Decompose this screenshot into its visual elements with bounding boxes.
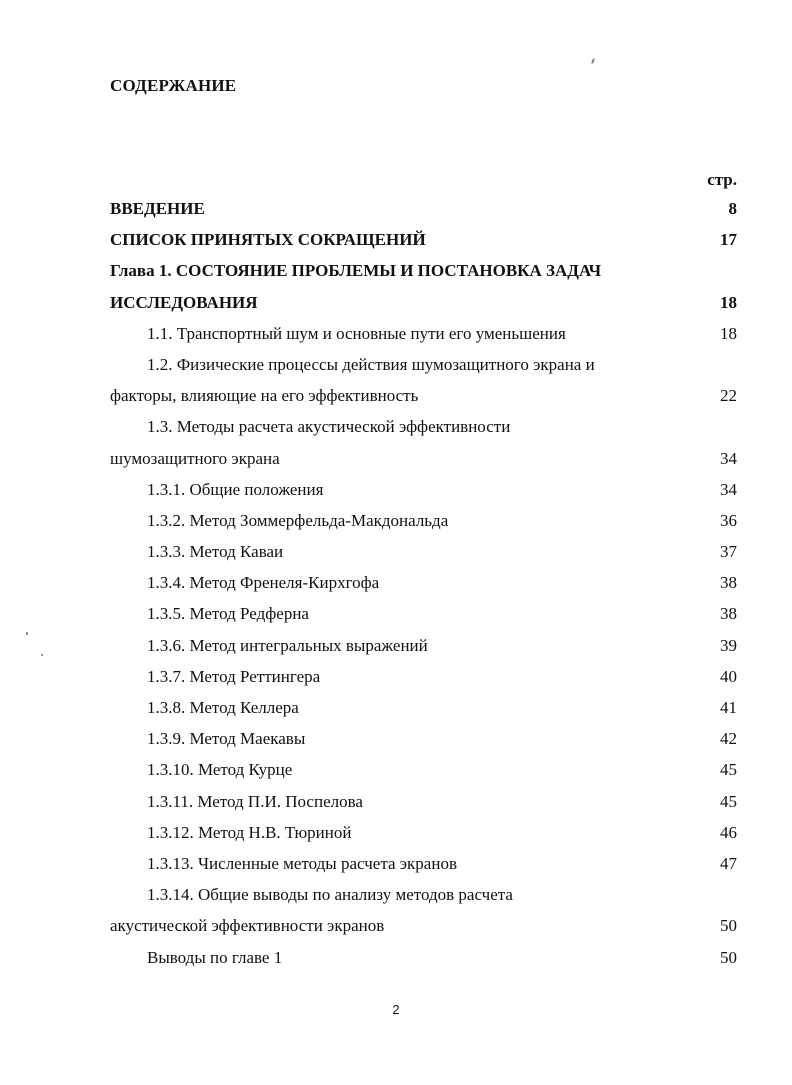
toc-entry-1-3-7[interactable] (110, 661, 737, 692)
toc-entry-abbreviations[interactable] (110, 224, 737, 255)
toc-entry-title: 1.3.8. Метод Келлера (147, 698, 299, 717)
page-number: 2 (392, 1002, 400, 1017)
toc-entry-title: Глава 1. СОСТОЯНИЕ ПРОБЛЕМЫ И ПОСТАНОВКА ЗАДАЧ (110, 261, 602, 281)
toc-entry-title: 1.3.1. Общие положения (147, 479, 324, 499)
toc-entry-page: 46 (720, 822, 737, 842)
toc-entry-page: 37 (720, 542, 737, 562)
toc-entry-title: 1.3.9. Метод Маекавы (147, 729, 306, 749)
toc-entry-page: 40 (720, 666, 737, 686)
toc-entry-title: 1.3.10. Метод Курце (147, 760, 293, 780)
scan-speck (26, 632, 28, 635)
toc-entry-title: 1.3.11. Метод П.И. Поспелова (147, 791, 363, 811)
toc-entry-1-3[interactable] (110, 411, 737, 442)
toc-entry-title: 1.2. Физические процессы действия шумозащитного экрана и (147, 354, 595, 374)
toc-entry-title: шумозащитного экрана (110, 448, 280, 468)
scan-speck (41, 654, 43, 656)
toc-entry-1-3-2[interactable] (110, 505, 737, 536)
toc-entry-1-3-9[interactable] (110, 723, 737, 754)
toc-entry-title: акустической эффективности экранов (110, 916, 385, 936)
toc-entry-title: 1.3.14. Общие выводы по анализу методов расчета (147, 885, 513, 905)
table-of-contents (110, 193, 737, 973)
page-column-header: стр. (707, 170, 737, 189)
toc-entry-title: 1.3.4. Метод Френеля-Кирхгофа (147, 573, 380, 593)
toc-entry-1-3-10[interactable] (110, 754, 737, 785)
toc-entry-title: ИССЛЕДОВАНИЯ (110, 292, 258, 312)
toc-entry-page: 34 (720, 448, 737, 468)
toc-entry-title: ВВЕДЕНИЕ (110, 199, 205, 218)
toc-entry-page: 45 (720, 791, 737, 811)
toc-entry-page: 36 (720, 510, 737, 530)
toc-entry-title: 1.3.12. Метод Н.В. Тюриной (147, 822, 352, 842)
toc-entry-page: 45 (720, 760, 737, 780)
toc-entry-chapter-1[interactable] (110, 255, 737, 286)
toc-entry-1-3-6[interactable] (110, 630, 737, 661)
toc-entry-1-3-12[interactable] (110, 817, 737, 848)
toc-entry-1-3-11[interactable] (110, 786, 737, 817)
toc-entry-title: СПИСОК ПРИНЯТЫХ СОКРАЩЕНИЙ (110, 230, 426, 250)
scan-speck (591, 58, 595, 64)
toc-entry-page: 50 (720, 947, 737, 967)
toc-entry-title: 1.3.2. Метод Зоммерфельда-Макдональда (147, 510, 449, 530)
toc-entry-page: 34 (720, 479, 737, 499)
toc-entry-1-2[interactable] (110, 349, 737, 380)
toc-entry-page: 38 (720, 573, 737, 593)
toc-entry-page: 18 (720, 323, 737, 343)
toc-entry-1-2-cont[interactable] (110, 380, 737, 411)
toc-entry-title: 1.3. Методы расчета акустической эффективности (147, 417, 511, 437)
toc-entry-title: 1.3.5. Метод Редферна (147, 604, 309, 624)
toc-entry-title: 1.3.13. Численные методы расчета экранов (147, 853, 457, 873)
toc-entry-page: 42 (720, 729, 737, 749)
toc-entry-page: 8 (728, 199, 737, 218)
toc-entry-page: 39 (720, 635, 737, 655)
toc-entry-page: 47 (720, 853, 737, 873)
toc-entry-chapter-1-cont[interactable] (110, 287, 737, 318)
toc-entry-1-1[interactable] (110, 318, 737, 349)
toc-entry-page: 50 (720, 916, 737, 936)
toc-entry-page: 38 (720, 604, 737, 624)
toc-entry-1-3-4[interactable] (110, 567, 737, 598)
toc-entry-1-3-14-cont[interactable] (110, 910, 737, 941)
toc-entry-1-3-5[interactable] (110, 598, 737, 629)
toc-entry-1-3-3[interactable] (110, 536, 737, 567)
toc-entry-chapter-1-conclusions[interactable] (110, 942, 737, 973)
toc-entry-1-3-cont[interactable] (110, 443, 737, 474)
toc-entry-title: факторы, влияющие на его эффективность (110, 386, 419, 406)
toc-entry-page: 17 (720, 230, 737, 250)
toc-entry-title: 1.3.7. Метод Реттингера (147, 666, 321, 686)
toc-entry-1-3-1[interactable] (110, 474, 737, 505)
toc-entry-page: 41 (720, 698, 737, 717)
toc-entry-1-3-13[interactable] (110, 848, 737, 879)
toc-entry-1-3-14[interactable] (110, 879, 737, 910)
toc-entry-introduction[interactable] (110, 193, 737, 224)
toc-entry-title: 1.3.3. Метод Каваи (147, 542, 284, 562)
toc-entry-1-3-8[interactable] (110, 692, 737, 723)
toc-entry-page: 18 (720, 292, 737, 312)
page-title: СОДЕРЖАНИЕ (110, 76, 237, 95)
toc-entry-title: Выводы по главе 1 (147, 947, 283, 967)
toc-entry-page: 22 (720, 386, 737, 406)
toc-entry-title: 1.1. Транспортный шум и основные пути его уменьшения (147, 323, 566, 343)
toc-entry-title: 1.3.6. Метод интегральных выражений (147, 635, 428, 655)
